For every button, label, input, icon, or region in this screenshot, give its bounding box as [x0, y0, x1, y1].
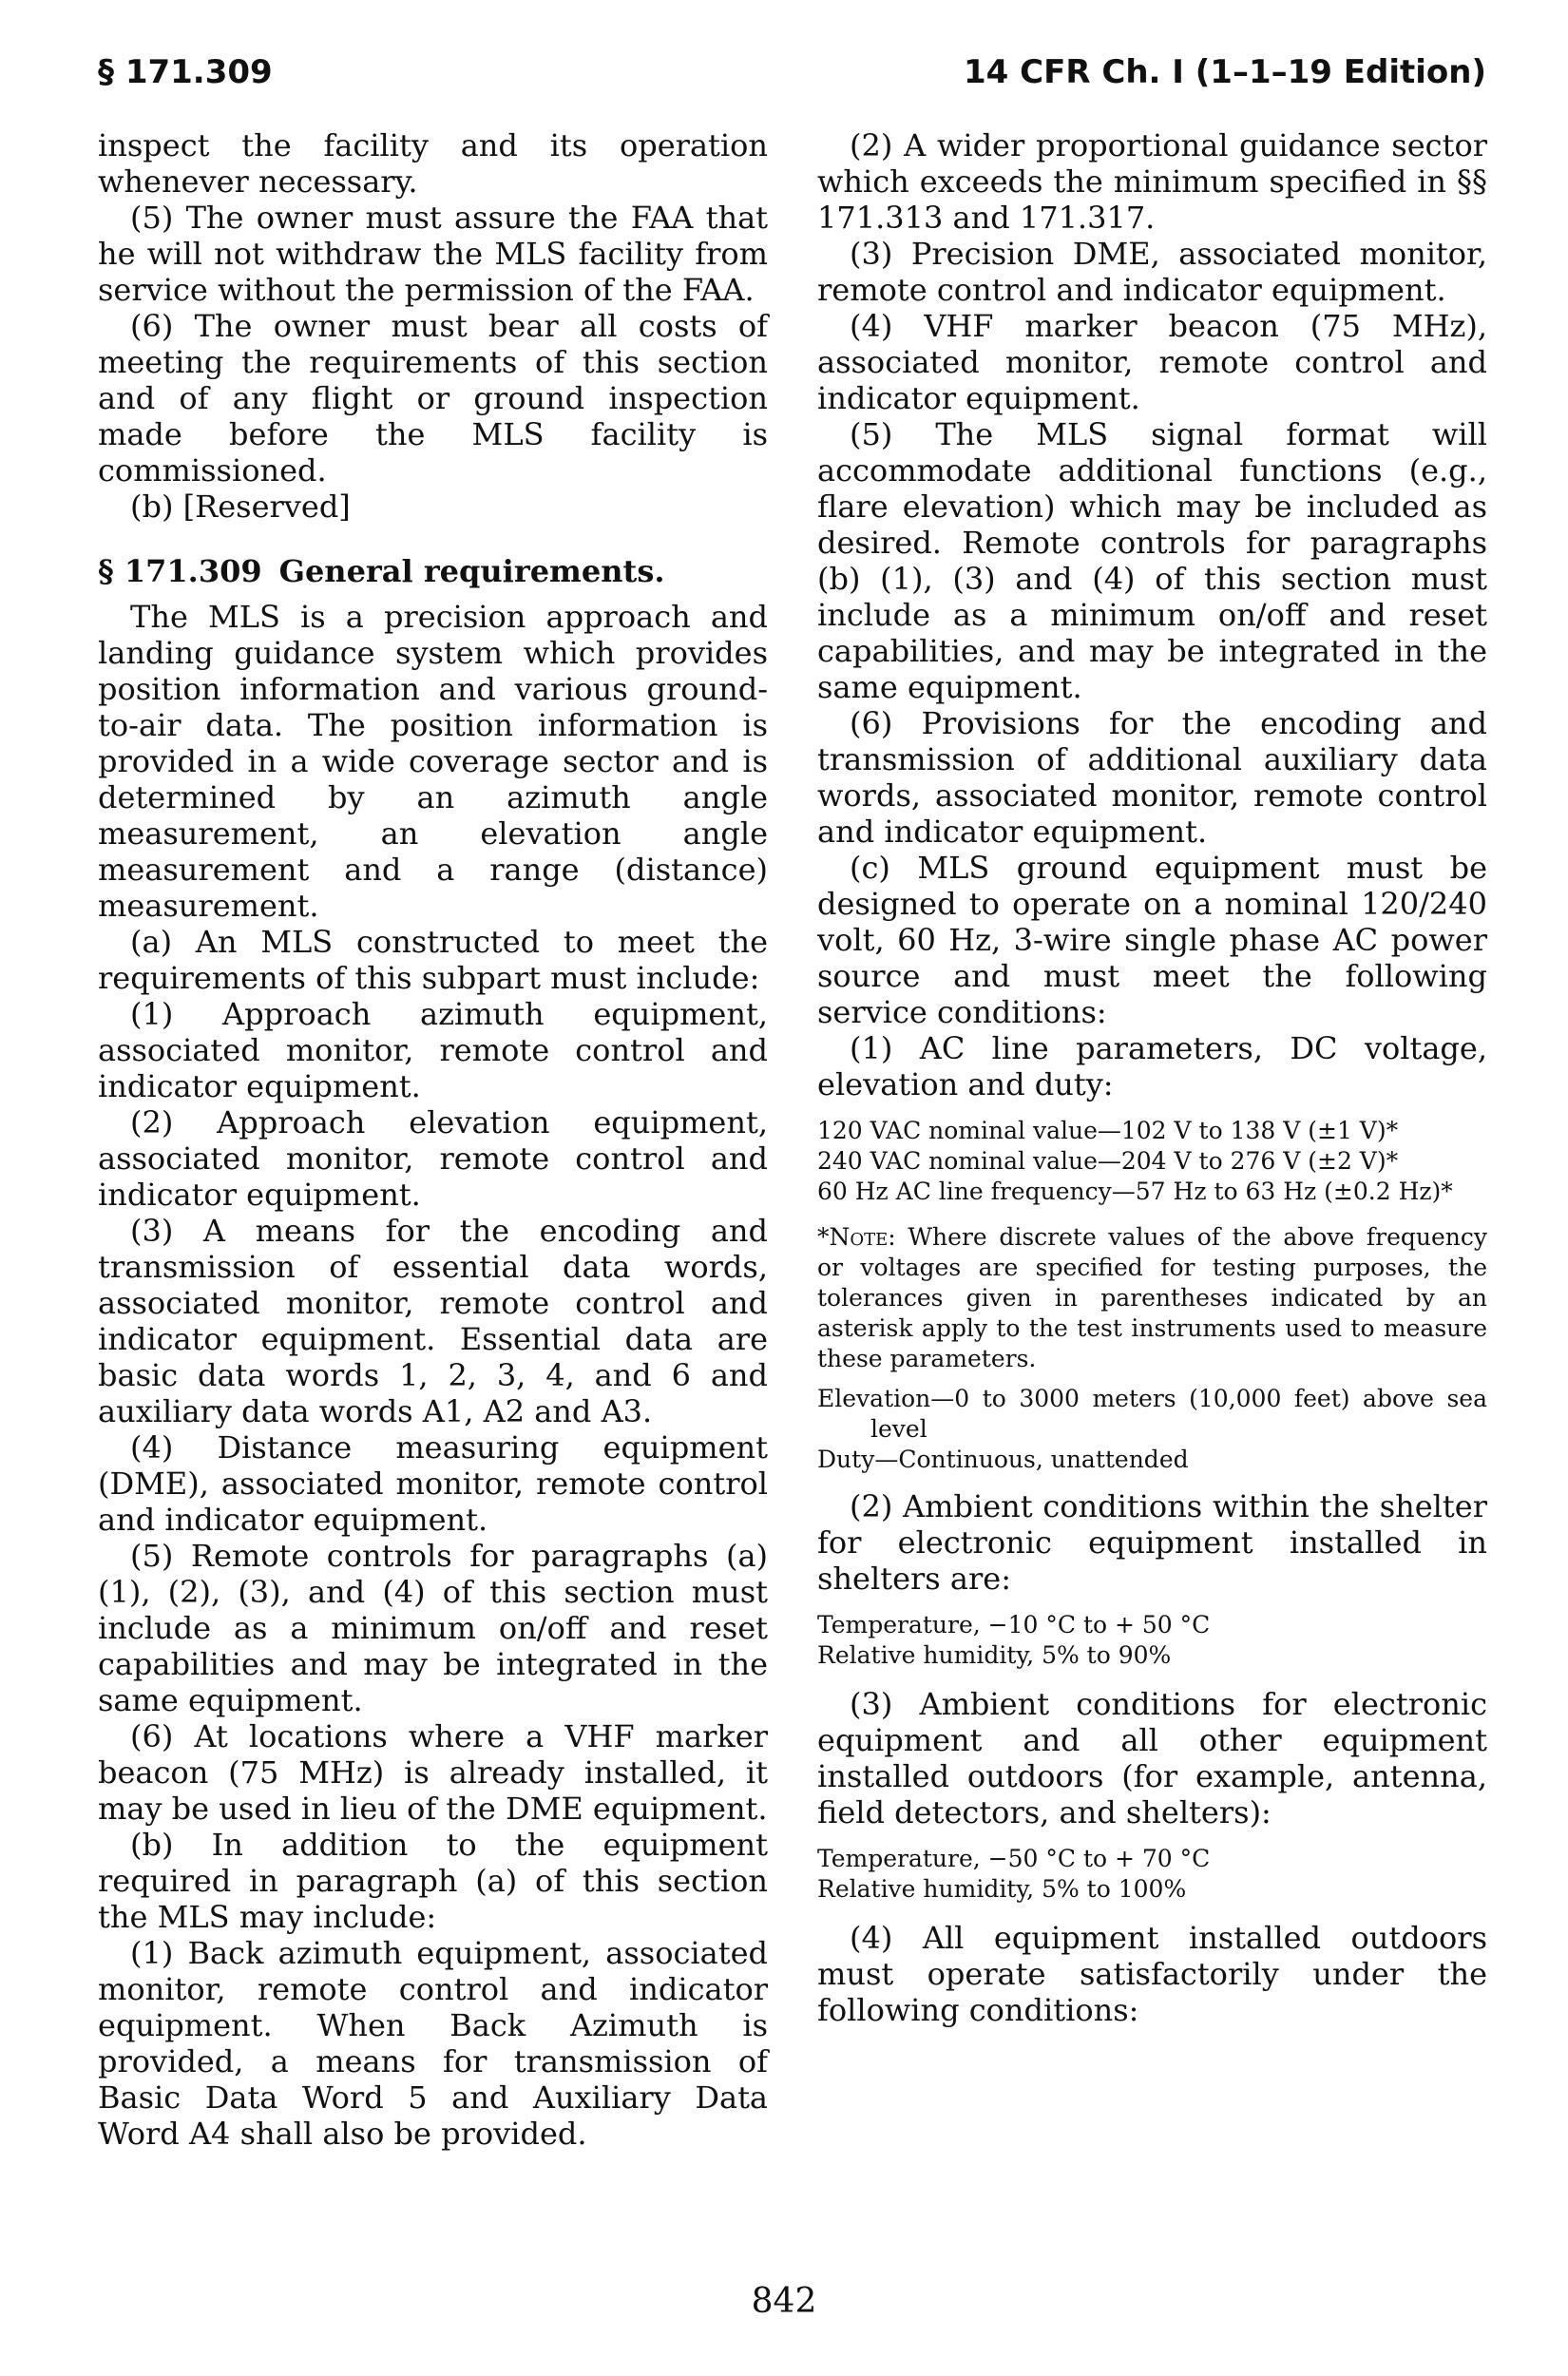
paragraph: (1) Back azimuth equipment, associated monitor, remote control and indicator equipment. When Back Azimuth is provided, a means for transmission of Basic Data Word 5 and Auxiliary Data Word A4 shall also be provided. [98, 1935, 768, 2152]
line-parameters-list [817, 1116, 1487, 1207]
paragraph: (6) The owner must bear all costs of meeting the requirements of this section and of any flight or ground inspection made before the MLS facility is commissioned. [98, 308, 768, 489]
paragraph: (6) Provisions for the encoding and transmission of additional auxiliary data words, associated monitor, remote control and indicator equipment. [817, 705, 1487, 850]
paragraph: (1) AC line parameters, DC voltage, elevation and duty: [817, 1030, 1487, 1102]
section-heading-title: General requirements. [278, 553, 665, 589]
paragraph: (1) Approach azimuth equipment, associated monitor, remote control and indicator equipment. [98, 996, 768, 1104]
list-item: Relative humidity, 5% to 100% [817, 1875, 1187, 1903]
paragraph: (2) Approach elevation equipment, associated monitor, remote control and indicator equipment. [98, 1104, 768, 1213]
paragraph: (5) The owner must assure the FAA that he will not withdraw the MLS facility from service without the permission of the FAA. [98, 200, 768, 308]
paragraph: (6) At locations where a VHF marker beacon (75 MHz) is already installed, it may be used in lieu of the DME equipment. [98, 1718, 768, 1827]
paragraph: (2) A wider proportional guidance sector which exceeds the minimum specified in §§ 171.313 and 171.317. [817, 127, 1487, 236]
paragraph: (3) A means for the encoding and transmission of essential data words, associated monitor, remote control and indicator equipment. Essential data are basic data words 1, 2, 3, 4, and 6 and auxiliary data words A1, A2 and A3. [98, 1213, 768, 1429]
paragraph: The MLS is a precision approach and landing guidance system which provides position information and various ground-to-air data. The position information is provided in a wide coverage sector and is determined by an azimuth angle measurement, an elevation angle measurement and a range (distance) measurement. [98, 599, 768, 924]
list-item: Relative humidity, 5% to 90% [817, 1641, 1172, 1669]
paragraph: (5) The MLS signal format will accommodate additional functions (e.g., flare elevation) which may be included as desired. Remote controls for paragraphs (b) (1), (3) and (4) of this section must include as a minimum on/off and reset capabilities, and may be integrated in the same equipment. [817, 416, 1487, 705]
page-number: 842 [751, 2282, 817, 2321]
note-block [817, 1222, 1487, 1374]
section-heading [98, 553, 768, 589]
right-column [817, 127, 1487, 2028]
paragraph: (4) VHF marker beacon (75 MHz), associated monitor, remote control and indicator equipment. [817, 308, 1487, 416]
list-item: Duty—Continuous, unattended [817, 1446, 1189, 1473]
note-label: *Note: [817, 1223, 896, 1251]
paragraph: (c) MLS ground equipment must be designed to operate on a nominal 120/240 volt, 60 Hz, 3-wire single phase AC power source and must meet the following service conditions: [817, 850, 1487, 1030]
page-header [98, 49, 1486, 95]
list-item: Elevation—0 to 3000 meters (10,000 feet) above sea level [817, 1385, 1487, 1443]
paragraph: (3) Ambient conditions for electronic equipment and all other equipment installed outdoors (for example, antenna, field detectors, and shelters): [817, 1686, 1487, 1830]
note [817, 1222, 1487, 1374]
header-edition: 14 CFR Ch. I (1–1–19 Edition) [964, 53, 1486, 91]
paragraph: (a) An MLS constructed to meet the requirements of this subpart must include: [98, 924, 768, 996]
header-section-number: § 171.309 [98, 53, 273, 91]
paragraph: (4) Distance measuring equipment (DME), associated monitor, remote control and indicator equipment. [98, 1429, 768, 1538]
paragraph: (4) All equipment installed outdoors must operate satisfactorily under the following conditions: [817, 1920, 1487, 2028]
list-item: 120 VAC nominal value—102 V to 138 V (±1 V)* [817, 1117, 1399, 1144]
paragraph: inspect the facility and its operation whenever necessary. [98, 127, 768, 200]
paragraph: (b) In addition to the equipment required in paragraph (a) of this section the MLS may include: [98, 1827, 768, 1935]
paragraph: (3) Precision DME, associated monitor, remote control and indicator equipment. [817, 236, 1487, 308]
section-heading-number: § 171.309 [98, 553, 262, 589]
elevation-duty-list [817, 1384, 1487, 1475]
list-item: Temperature, −10 °C to + 50 °C [817, 1611, 1211, 1638]
shelter-conditions-list [817, 1610, 1487, 1671]
list-item: 240 VAC nominal value—204 V to 276 V (±2 V)* [817, 1147, 1399, 1175]
list-item: Temperature, −50 °C to + 70 °C [817, 1845, 1211, 1872]
paragraph: (2) Ambient conditions within the shelter for electronic equipment installed in shelters are: [817, 1488, 1487, 1597]
list-item: 60 Hz AC line frequency—57 Hz to 63 Hz (±0.2 Hz)* [817, 1178, 1453, 1205]
paragraph: (b) [Reserved] [130, 489, 351, 525]
outdoor-conditions-list [817, 1844, 1487, 1905]
left-column [98, 127, 768, 2152]
paragraph: (5) Remote controls for paragraphs (a) (1), (2), (3), and (4) of this section must include as a minimum on/off and reset capabilities and may be integrated in the same equipment. [98, 1538, 768, 1718]
note-text: Where discrete values of the above frequency or voltages are specified for testing purposes, the tolerances given in parentheses indicated by an asterisk apply to the test instruments used to measure these parameters. [817, 1223, 1487, 1372]
